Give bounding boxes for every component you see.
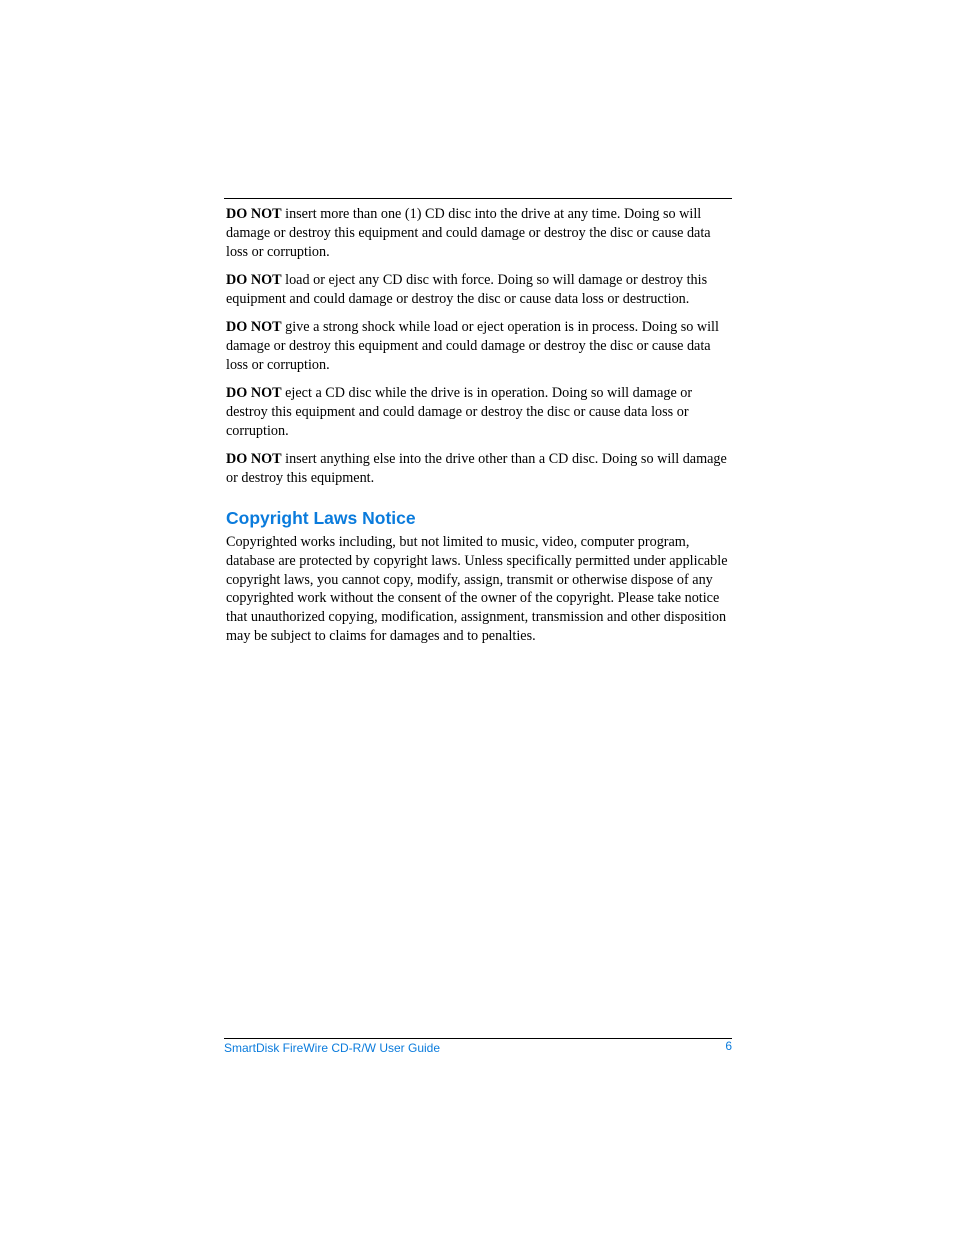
header-rule <box>224 198 732 199</box>
warning-text: load or eject any CD disc with force. Doing so will damage or destroy this equipment and could damage or destroy the disc or cause data loss or destruction. <box>226 272 708 307</box>
warning-paragraph <box>226 384 732 441</box>
warning-paragraph <box>226 271 732 309</box>
copyright-body: Copyrighted works including, but not limited to music, video, computer program, database are protected by copyright laws. Unless specifically permitted under applicable copyright laws, you cannot copy, modify, assign, transmit or otherwise dispose of any copyrighted work without the consent of the owner of the copyright. Please take notice that unauthorized copying, modification, assignment, transmission and other disposition may be subject to claims for damages and to penalties. <box>226 534 728 644</box>
warning-text: give a strong shock while load or eject operation is in process. Doing so will damage or destroy this equipment and could damage or destroy the disc or cause data loss or corruption. <box>226 319 719 373</box>
warning-emphasis: DO NOT <box>226 385 282 401</box>
warning-text: insert more than one (1) CD disc into the drive at any time. Doing so will damage or destroy this equipment and could damage or destroy the disc or cause data loss or corruption. <box>226 206 711 260</box>
warning-paragraph <box>226 450 732 488</box>
warning-paragraph <box>226 318 732 375</box>
copyright-heading: Copyright Laws Notice <box>226 508 416 528</box>
footer-title: SmartDisk FireWire CD-R/W User Guide <box>224 1041 441 1055</box>
warning-paragraph <box>226 205 732 262</box>
warning-text: insert anything else into the drive other than a CD disc. Doing so will damage or destroy this equipment. <box>226 451 727 486</box>
page-number: 6 <box>725 1039 732 1053</box>
warning-emphasis: DO NOT <box>226 272 282 288</box>
warning-emphasis: DO NOT <box>226 206 282 222</box>
warning-text: eject a CD disc while the drive is in operation. Doing so will damage or destroy this equipment and could damage or destroy the disc or cause data loss or corruption. <box>226 385 693 439</box>
warnings-section <box>226 205 732 497</box>
warning-emphasis: DO NOT <box>226 319 282 335</box>
warning-emphasis: DO NOT <box>226 451 282 467</box>
footer-rule <box>224 1038 732 1039</box>
